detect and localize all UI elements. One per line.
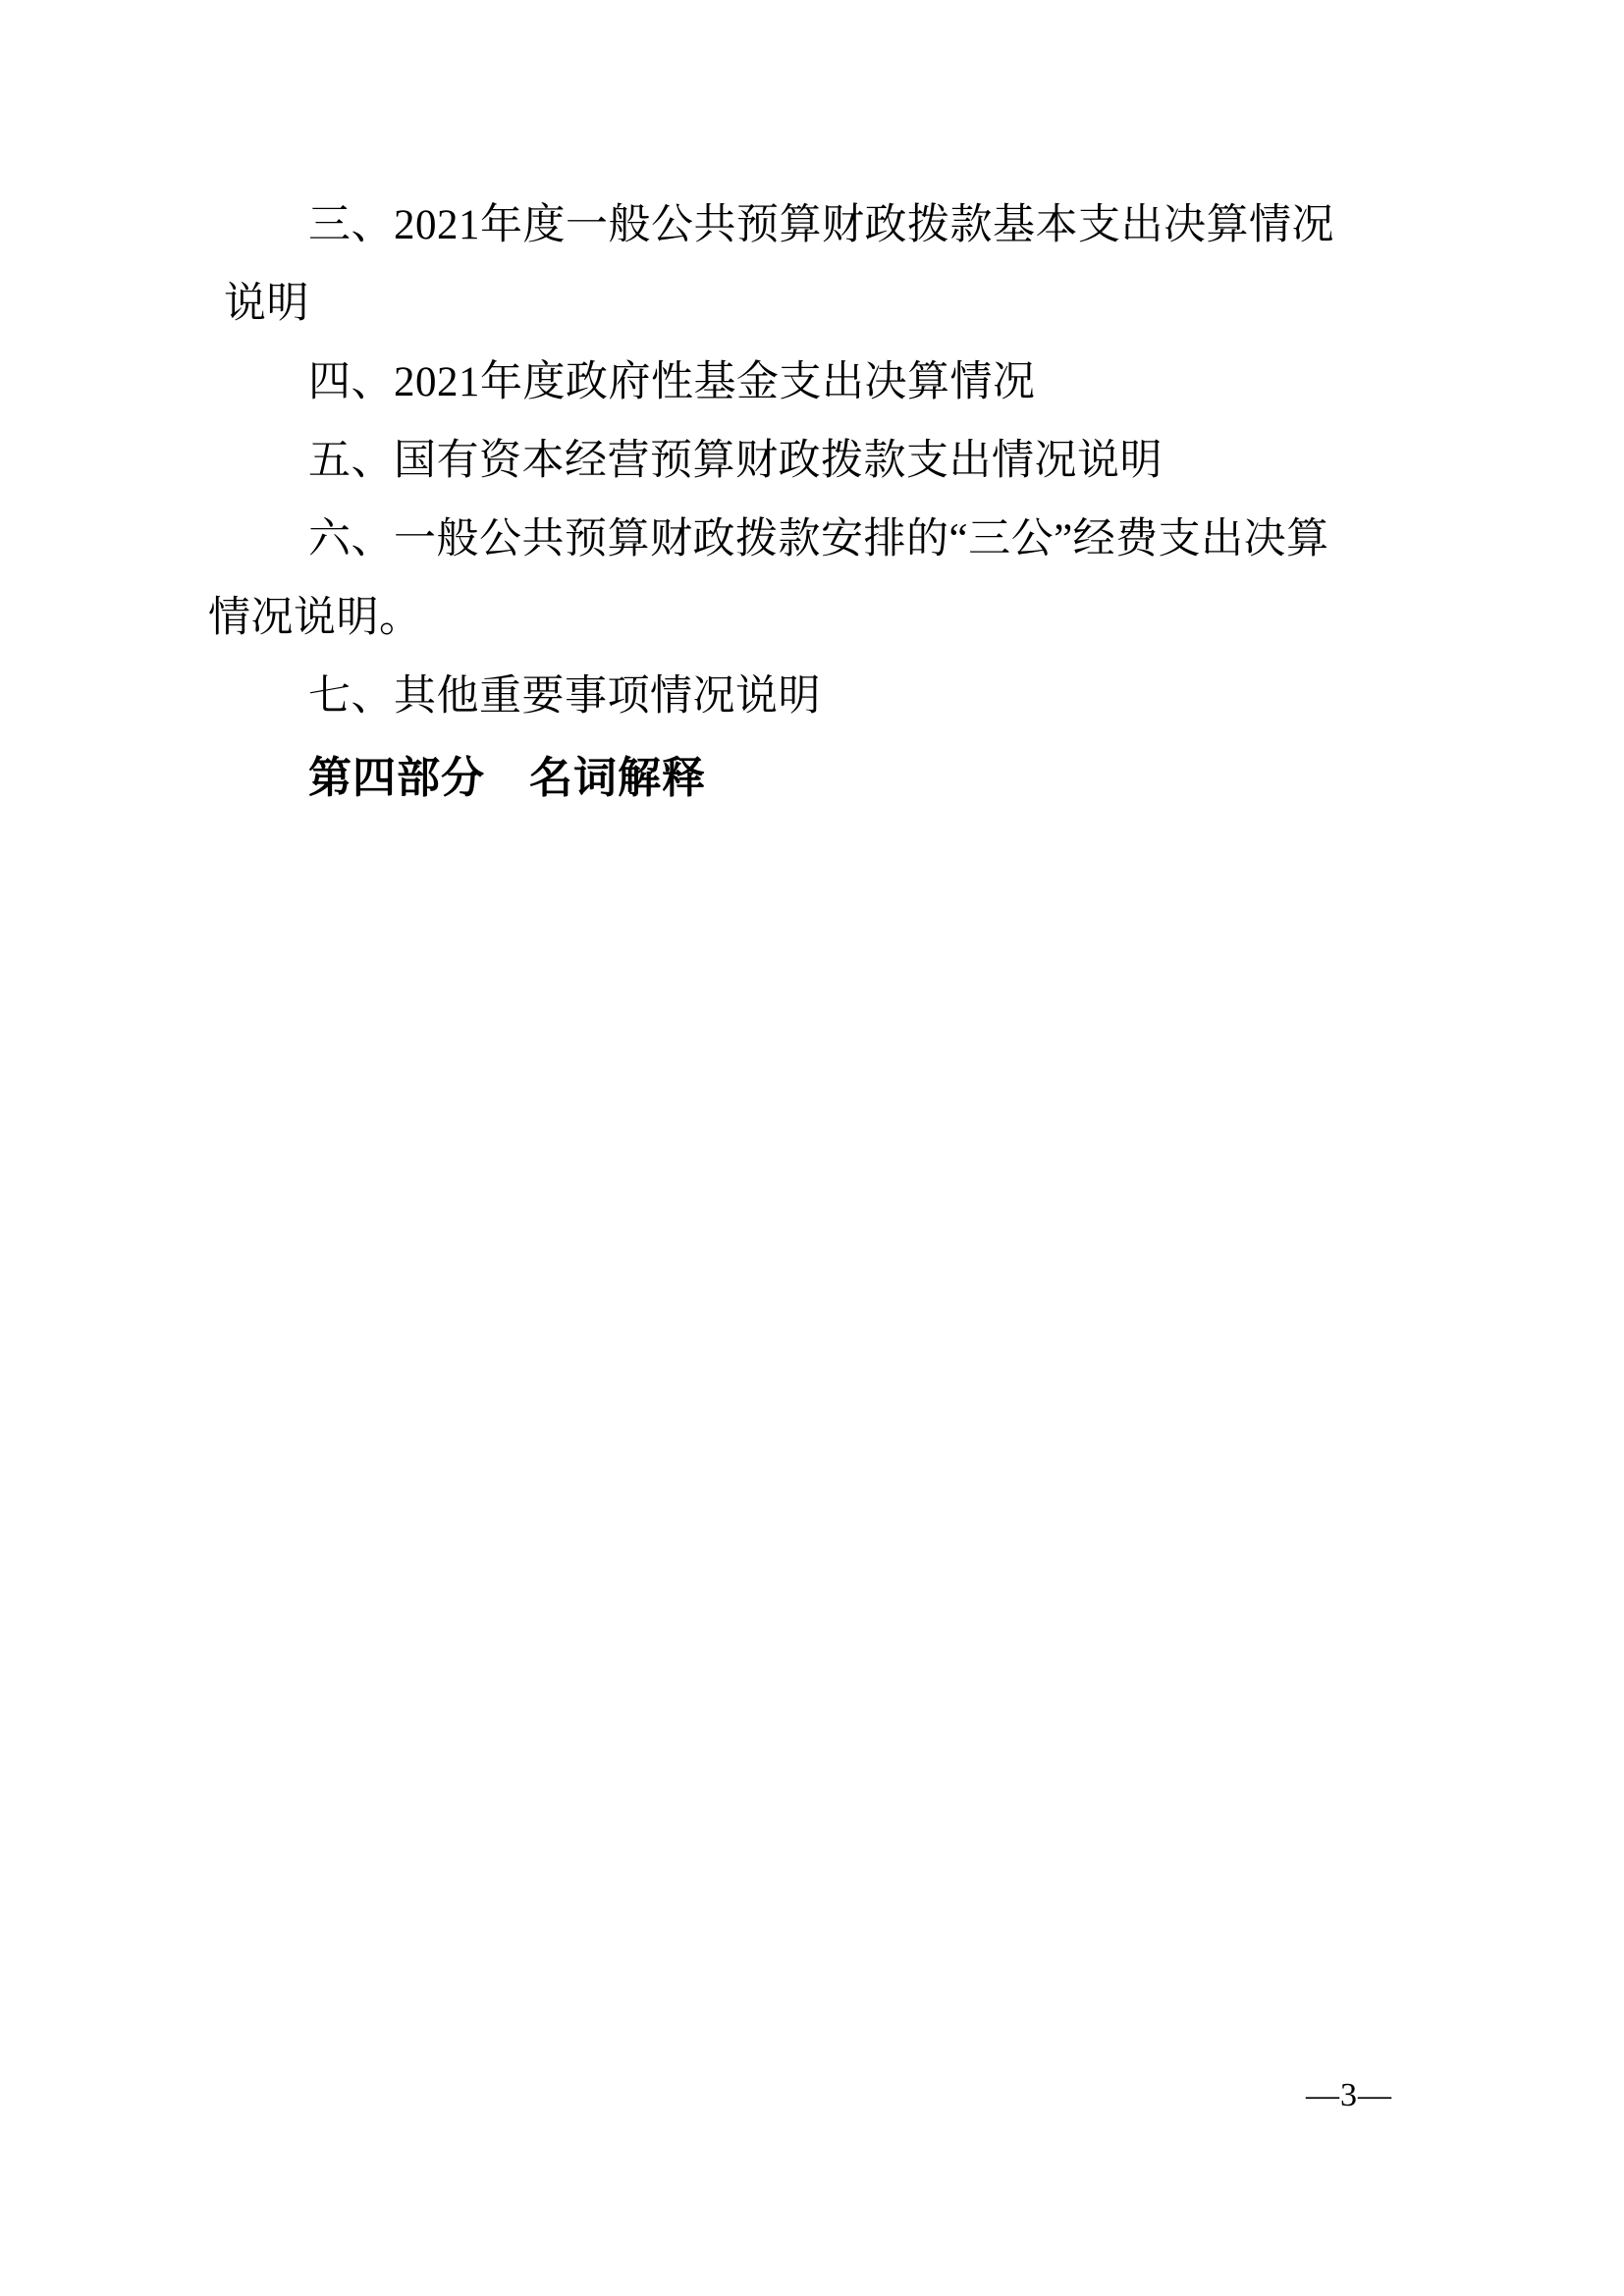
toc-entry-3-continuation: 说明: [224, 281, 309, 327]
toc-entry-3: 三、2021年度一般公共预算财政拨款基本支出决算情况: [308, 202, 1334, 248]
toc-entry-6-continuation: 情况说明。: [208, 595, 422, 641]
toc-entry-6: 六、一般公共预算财政拨款安排的“三公”经费支出决算: [308, 516, 1329, 562]
page-content: [208, 187, 1402, 821]
toc-entry-4: 四、2021年度政府性基金支出决算情况: [308, 359, 1036, 405]
page-number: —3—: [1306, 2077, 1392, 2113]
toc-entry-5: 五、国有资本经营预算财政拨款支出情况说明: [308, 438, 1163, 484]
section-heading-part-four: 第四部分 名词解释: [308, 753, 706, 803]
toc-entry-7: 七、其他重要事项情况说明: [308, 673, 821, 720]
